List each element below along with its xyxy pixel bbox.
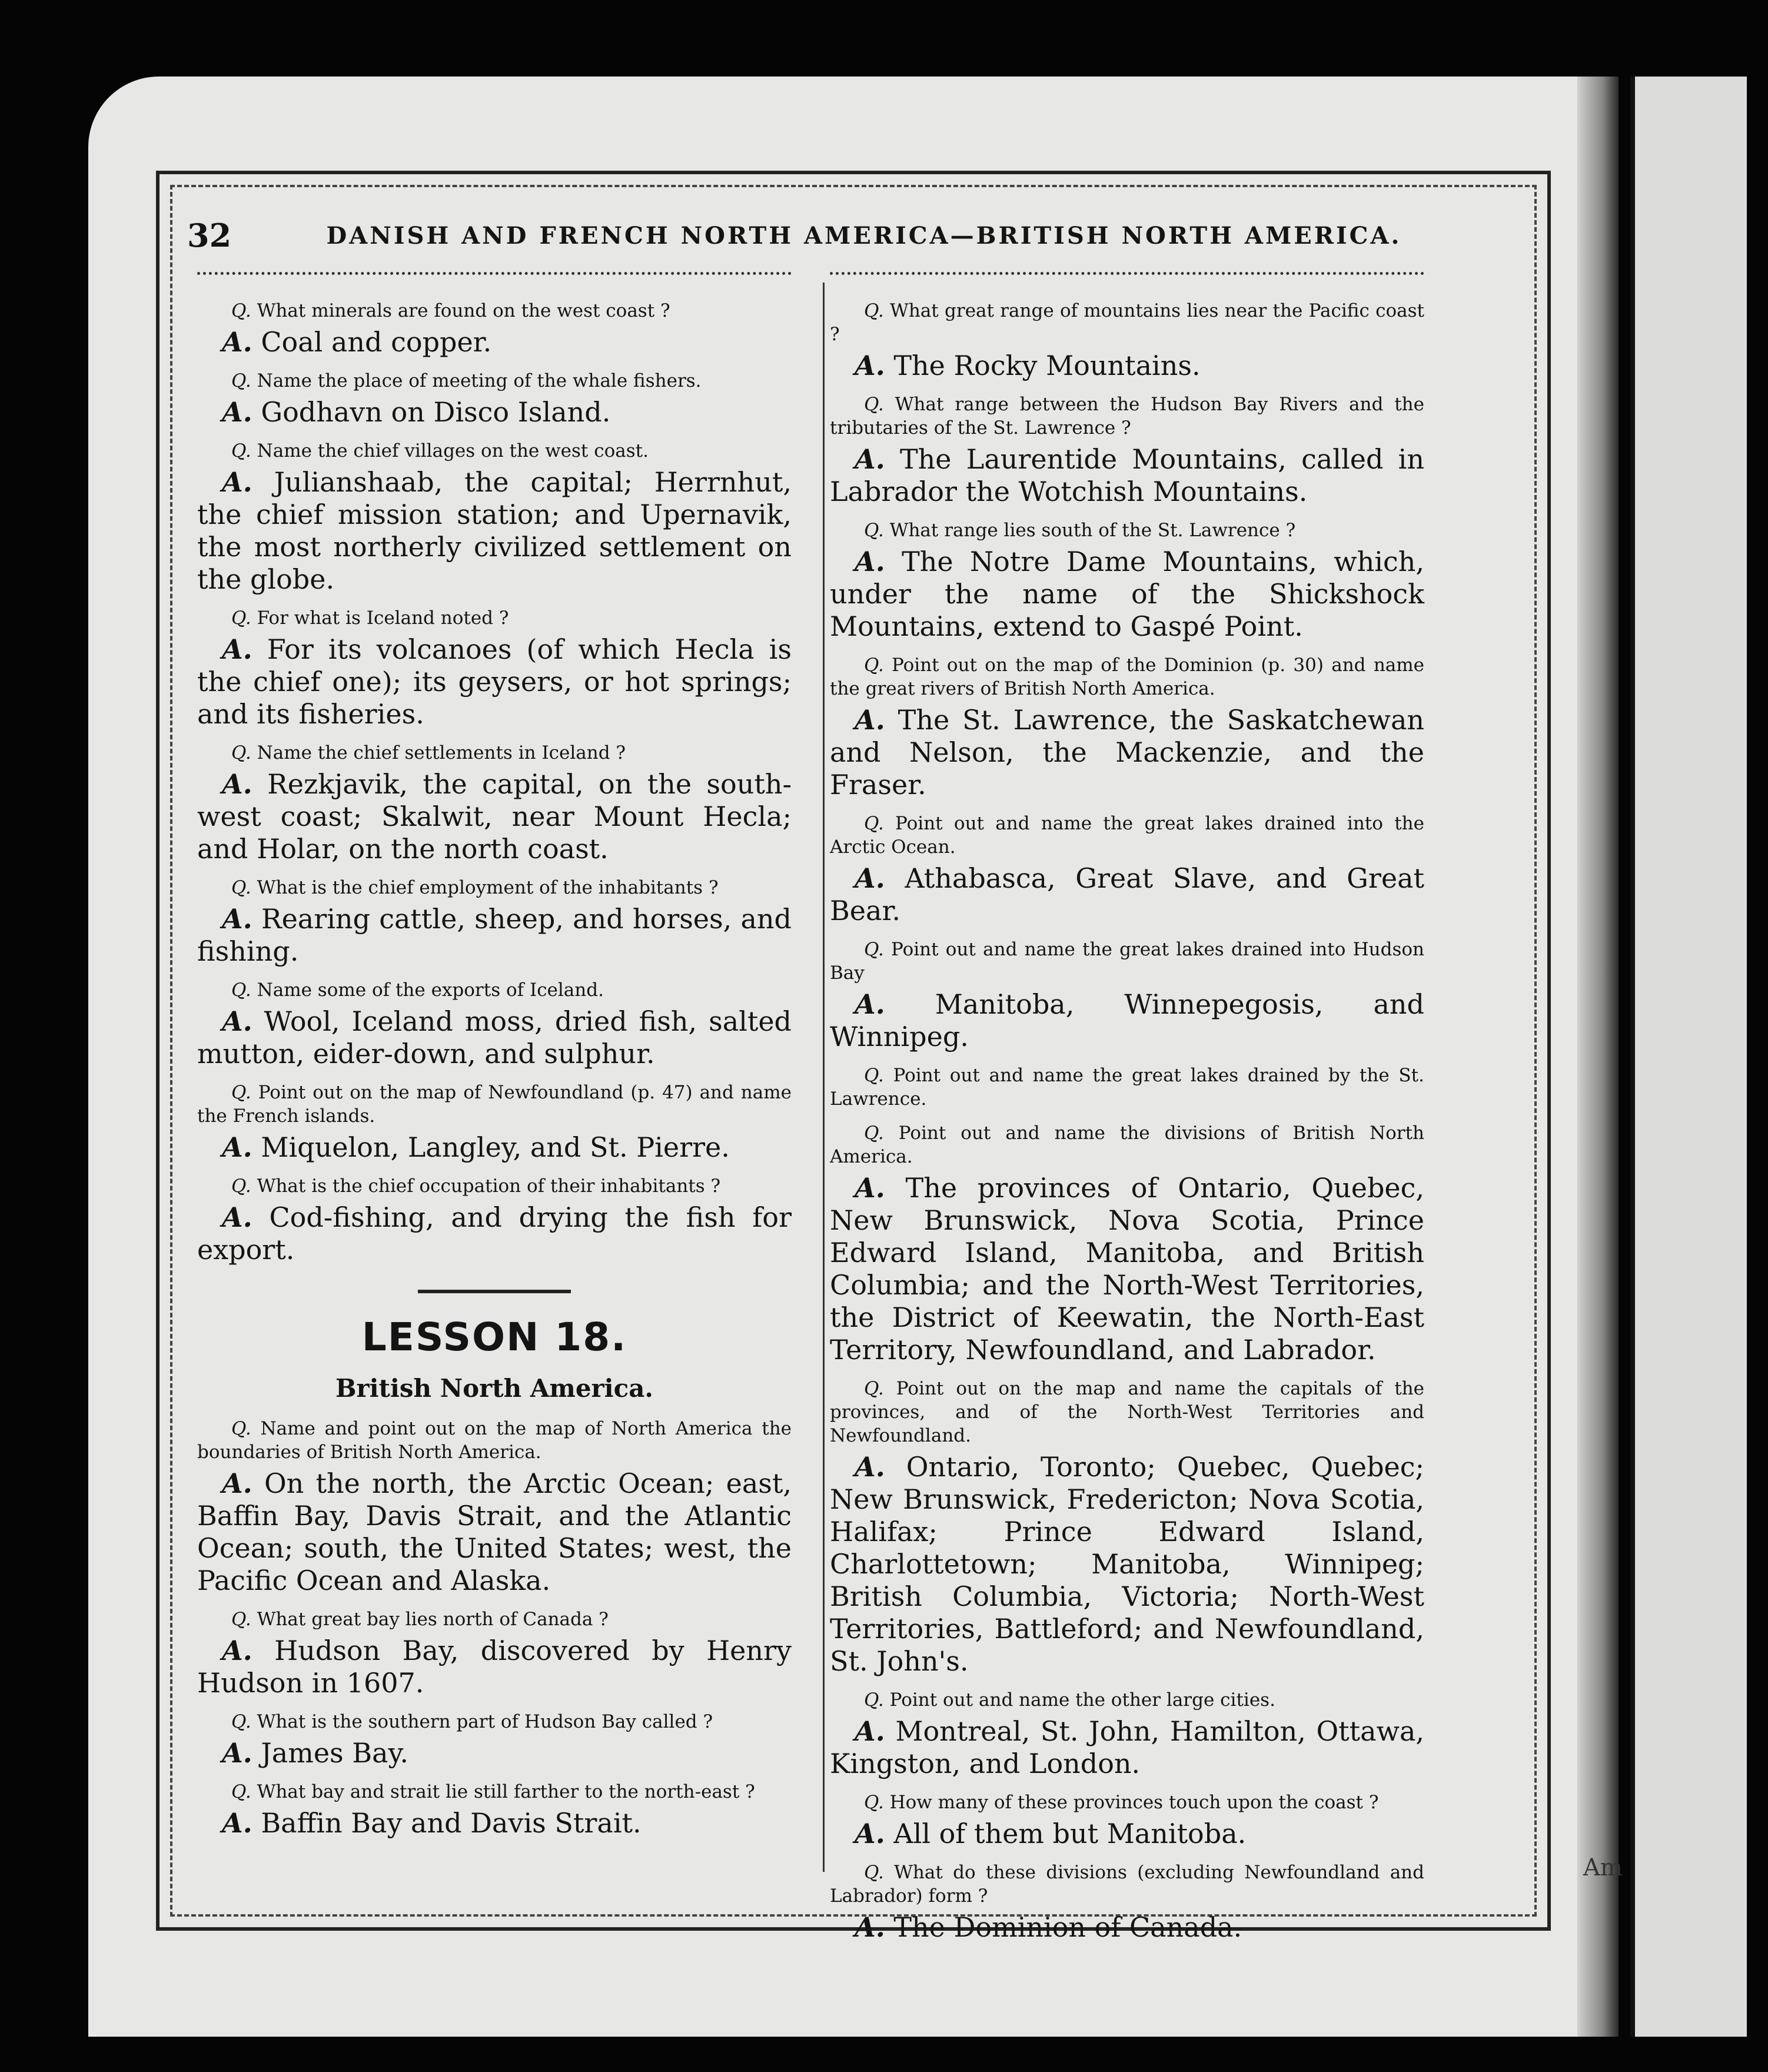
answer-label: A.	[855, 1451, 885, 1483]
question-text: Point out and name the great lakes drained into the Arctic Ocean.	[830, 813, 1424, 858]
answer-text: For its volcanoes (of which Hecla is the chief one); its geysers, or hot springs; and its fisheries.	[197, 633, 792, 730]
question	[197, 299, 792, 323]
lesson-title: LESSON 18.	[361, 1314, 627, 1360]
question-text: Name some of the exports of Iceland.	[257, 979, 604, 1001]
answer	[197, 1201, 792, 1266]
answer-text: The Rocky Mountains.	[893, 350, 1201, 381]
answer	[197, 1005, 792, 1070]
question-label: Q.	[231, 440, 251, 461]
margin-mark: Am	[1583, 1854, 1623, 1881]
column-divider	[823, 283, 825, 1872]
answer-label: A.	[855, 443, 885, 475]
question	[830, 1861, 1424, 1908]
question-label: Q.	[231, 877, 251, 898]
question-text: What range between the Hudson Bay Rivers and the tributaries of the St. Lawrence ?	[830, 394, 1424, 439]
answer-text: Rearing cattle, sheep, and horses, and fishing.	[197, 903, 792, 967]
answer	[197, 633, 792, 730]
header-ornament-right	[830, 272, 1424, 282]
answer-text: The St. Lawrence, the Saskatchewan and Nelson, the Mackenzie, and the Fraser.	[830, 704, 1424, 801]
answer-text: Manitoba, Winnepegosis, and Winnipeg.	[830, 988, 1424, 1052]
question	[197, 876, 792, 899]
answer-text: All of them but Manitoba.	[893, 1818, 1247, 1849]
answer-label: A.	[222, 903, 252, 935]
answer-text: Baffin Bay and Davis Strait.	[261, 1807, 642, 1839]
answer	[830, 1172, 1424, 1366]
question	[197, 606, 792, 630]
answer-label: A.	[855, 1911, 885, 1943]
question	[830, 653, 1424, 700]
answer-label: A.	[855, 350, 885, 381]
answer	[830, 443, 1424, 508]
question-label: Q.	[864, 1378, 884, 1399]
answer	[197, 1635, 792, 1699]
question	[830, 393, 1424, 440]
question-text: Name the chief settlements in Iceland ?	[257, 742, 626, 763]
answer	[197, 903, 792, 968]
question	[830, 299, 1424, 346]
answer	[197, 1467, 792, 1597]
question	[197, 1710, 792, 1734]
question-text: Point out on the map of the Dominion (p. 30) and name the great rivers of British North America.	[830, 655, 1425, 699]
question-text: Point out and name the divisions of British North America.	[830, 1123, 1424, 1167]
question	[830, 1121, 1424, 1168]
page-spine-shadow	[1577, 77, 1619, 2037]
question-label: Q.	[231, 607, 251, 629]
question-text: Point out and name the other large cities.	[889, 1689, 1275, 1711]
answer-label: A.	[855, 988, 885, 1020]
question	[830, 938, 1424, 985]
question-text: Point out and name the great lakes drained into Hudson Bay	[830, 939, 1424, 984]
question-text: What is the chief occupation of their inhabitants ?	[257, 1176, 721, 1197]
question-label: Q.	[231, 1781, 251, 1802]
question-label: Q.	[231, 370, 251, 391]
answer-label: A.	[222, 1201, 252, 1233]
question-label: Q.	[864, 300, 884, 321]
answer-label: A.	[222, 326, 252, 358]
right-column	[830, 288, 1424, 1947]
question-label: Q.	[864, 939, 884, 960]
question-text: What bay and strait lie still farther to the north-east ?	[257, 1781, 755, 1802]
question-label: Q.	[231, 742, 251, 763]
right-qa-list	[830, 299, 1424, 1944]
question-text: What minerals are found on the west coast ?	[257, 300, 670, 321]
answer-label: A.	[222, 466, 252, 498]
answer-text: Coal and copper.	[261, 326, 492, 358]
question-label: Q.	[864, 1862, 884, 1883]
answer	[830, 350, 1424, 382]
question	[830, 812, 1424, 859]
answer-label: A.	[855, 704, 885, 736]
question-label: Q.	[864, 655, 884, 676]
question	[830, 1791, 1424, 1814]
answer-label: A.	[222, 1807, 252, 1839]
answer-text: On the north, the Arctic Ocean; east, Baffin Bay, Davis Strait, and the Atlantic Ocean; south, the United States; west, the Pacific Ocean and Alaska.	[197, 1467, 792, 1596]
question-text: What is the chief employment of the inhabitants ?	[257, 877, 719, 898]
answer-label: A.	[855, 546, 885, 577]
question-text: Name the chief villages on the west coast.	[257, 440, 649, 461]
page-number: 32	[187, 217, 232, 254]
answer-text: The provinces of Ontario, Quebec, New Brunswick, Nova Scotia, Prince Edward Island, Manitoba, and British Columbia; and the North-West Territories, the District of Keewatin, the North-East Territory, Newfoundland, and Labrador.	[830, 1172, 1424, 1366]
question-label: Q.	[231, 979, 251, 1001]
answer-text: The Notre Dame Mountains, which, under the name of the Shickshock Mountains, extend to Gaspé Point.	[830, 546, 1424, 642]
answer	[830, 1818, 1424, 1850]
answer	[197, 1737, 792, 1769]
question-label: Q.	[864, 813, 884, 834]
answer-text: Cod-fishing, and drying the fish for export.	[197, 1201, 792, 1266]
answer-text: The Laurentide Mountains, called in Labrador the Wotchish Mountains.	[830, 443, 1424, 507]
answer-label: A.	[222, 1131, 252, 1163]
question-text: How many of these provinces touch upon the coast ?	[889, 1792, 1379, 1813]
answer	[197, 396, 792, 429]
left-column	[197, 288, 792, 1843]
answer	[830, 1911, 1424, 1944]
question-label: Q.	[231, 300, 251, 321]
question	[830, 1064, 1424, 1111]
question	[197, 1780, 792, 1804]
question	[197, 1174, 792, 1198]
question	[197, 741, 792, 765]
lesson-subtitle: British North America.	[335, 1374, 654, 1403]
question-text: Point out on the map of Newfoundland (p. 47) and name the French islands.	[197, 1082, 792, 1127]
question-text: For what is Iceland noted ?	[257, 607, 509, 629]
question-label: Q.	[231, 1609, 251, 1630]
answer-label: A.	[222, 1635, 252, 1666]
answer	[830, 704, 1424, 801]
question-text: Name and point out on the map of North America the boundaries of British North America.	[197, 1418, 792, 1463]
answer-label: A.	[222, 396, 252, 428]
question	[197, 1081, 792, 1128]
answer-text: Montreal, St. John, Hamilton, Ottawa, Kingston, and London.	[830, 1715, 1424, 1779]
question-label: Q.	[231, 1711, 251, 1732]
question	[197, 439, 792, 463]
answer-text: Ontario, Toronto; Quebec, Quebec; New Brunswick, Fredericton; Nova Scotia, Halifax; Prince Edward Island, Charlottetown; Manitoba, Winnipeg; British Columbia, Victoria; North-West Territories, Battleford; and Newfoundland, St. John's.	[830, 1451, 1424, 1677]
answer	[830, 988, 1424, 1053]
answer	[830, 862, 1424, 927]
question-label: Q.	[231, 1082, 251, 1103]
answer-text: The Dominion of Canada.	[893, 1911, 1242, 1943]
answer	[197, 326, 792, 358]
answer-label: A.	[855, 862, 885, 894]
answer-text: Julianshaab, the capital; Herrnhut, the chief mission station; and Upernavik, the most northerly civilized settlement on the globe.	[197, 466, 792, 595]
facing-page-edge	[1630, 77, 1747, 2037]
answer-label: A.	[222, 633, 252, 665]
question-label: Q.	[231, 1418, 251, 1439]
answer-label: A.	[855, 1818, 885, 1849]
question-text: Point out on the map and name the capitals of the provinces, and of the North-West Territories and Newfoundland.	[830, 1378, 1424, 1446]
question-label: Q.	[231, 1176, 251, 1197]
header-ornament-left	[197, 272, 792, 282]
question-text: Name the place of meeting of the whale fishers.	[257, 370, 702, 391]
question	[197, 369, 792, 393]
answer-label: A.	[855, 1715, 885, 1747]
answer-label: A.	[222, 768, 252, 800]
answer	[197, 1131, 792, 1164]
answer	[830, 1715, 1424, 1780]
question	[197, 978, 792, 1002]
question-text: What is the southern part of Hudson Bay called ?	[257, 1711, 713, 1732]
running-title: DANISH AND FRENCH NORTH AMERICA—BRITISH NORTH AMERICA.	[326, 221, 1402, 250]
question-label: Q.	[864, 520, 884, 541]
answer-text: Athabasca, Great Slave, and Great Bear.	[830, 862, 1425, 927]
answer-label: A.	[222, 1737, 252, 1769]
answer-text: Hudson Bay, discovered by Henry Hudson in 1607.	[197, 1635, 792, 1699]
question	[197, 1417, 792, 1464]
answer	[830, 546, 1424, 643]
answer-text: Wool, Iceland moss, dried fish, salted mutton, eider-down, and sulphur.	[197, 1005, 792, 1070]
question	[830, 1377, 1424, 1447]
answer	[197, 466, 792, 596]
question-label: Q.	[864, 1792, 884, 1813]
page-header	[187, 212, 1435, 259]
answer	[197, 1807, 792, 1839]
question	[197, 1608, 792, 1631]
question-text: What range lies south of the St. Lawrence ?	[889, 520, 1296, 541]
question-text: What great bay lies north of Canada ?	[257, 1609, 609, 1630]
question-label: Q.	[864, 394, 884, 415]
section-rule	[418, 1290, 571, 1293]
question-label: Q.	[864, 1689, 884, 1711]
answer	[830, 1451, 1424, 1678]
left-qa-list-after-lesson	[197, 1417, 792, 1839]
question-text: Point out and name the great lakes drained by the St. Lawrence.	[830, 1065, 1424, 1110]
question-text: What great range of mountains lies near the Pacific coast ?	[830, 300, 1424, 345]
answer-label: A.	[222, 1005, 252, 1037]
answer-text: Godhavn on Disco Island.	[261, 396, 611, 428]
answer	[197, 768, 792, 865]
answer-label: A.	[855, 1172, 885, 1204]
answer-text: Miquelon, Langley, and St. Pierre.	[261, 1131, 730, 1163]
question-label: Q.	[864, 1065, 884, 1086]
answer-text: James Bay.	[261, 1737, 409, 1769]
answer-text: Rezkjavik, the capital, on the south-west coast; Skalwit, near Mount Hecla; and Holar, on the north coast.	[197, 768, 792, 865]
question-label: Q.	[864, 1123, 884, 1144]
left-qa-list-before-lesson	[197, 299, 792, 1266]
question	[830, 519, 1424, 542]
question-text: What do these divisions (excluding Newfoundland and Labrador) form ?	[830, 1862, 1424, 1907]
answer-label: A.	[222, 1467, 252, 1499]
question	[830, 1688, 1424, 1712]
